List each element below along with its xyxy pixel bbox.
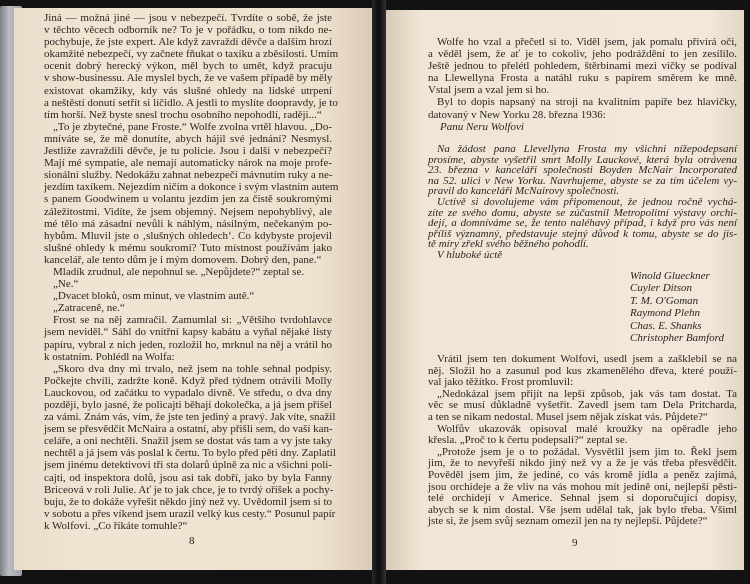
text-line: Wolfův ukazovák opisoval malé kroužky na opěradle jeho [437, 422, 737, 435]
text-line: abych se k nim dostal. Vše jsem udělal tak, jak bylo třeba. Všiml [428, 503, 737, 516]
text-line: „Zatraceně, ne.“ [53, 302, 125, 315]
text-line: a ten se nikam nedostal. Musel jsem nějak získat vás. Půjdete?“ [428, 410, 708, 423]
text-line: jsem jinému detektivovi tři sta dolarů úplně za nic a všichni poli- [44, 459, 332, 472]
text-line: něj. Složil ho a zasunul pod kus zkamenělého dřeva, které použí- [428, 364, 737, 377]
text-line: 23. března v kanceláři společnosti Boyden McNair Incorporated [428, 164, 737, 177]
text-line: jste si, že jsem svůj seznam omezil jen na ty nejlepší. Půjdete?“ [428, 515, 708, 528]
text-line: s panem Goodwinem u volantu jezdím jen za čistě soukromými [44, 193, 332, 206]
text-line: křesla. „Proč to k čertu podepsali?“ zeptal se. [428, 434, 628, 447]
text-line: telé orchidejí v Americe. Sehnal jsem si doporučující dopisy, [428, 492, 737, 505]
text-line: Počkejte chvíli, zadržte koně. Když před týdnem otrávili Molly [44, 374, 332, 387]
text-line: a neštěstí donutí setřít si líčidlo. A jestli to myslíte doopravdy, je to [44, 96, 338, 109]
text-line: jsem neviděl.“ Sáhl do vnitřní kapsy kabátu a vyňal nějaké listy [44, 326, 332, 339]
text-line: zíte ze svého domu, abyste se zúčastnil Metropolitní výstavy orchi- [428, 206, 737, 219]
text-line: „Nedokázal jsem přijít na lepší způsob, jak vás tam dostat. Ta [437, 387, 737, 400]
text-line: Vrátil jsem ten dokument Wolfovi, usedl jsem a zašklebil se na [437, 353, 737, 365]
text-line: jim, že to nevyřeší nikdo jiný než vy a že je vás třeba přesvědčit. [428, 457, 737, 470]
text-line: „Protože jsem je o to požádal. Vysvětlil jsem jim to. Řekl jsem [437, 445, 737, 458]
right-page-intro [428, 36, 737, 121]
text-line: na 52. ulici v New Yorku. Navrhujeme, abyste se za tím účelem vy- [428, 174, 737, 187]
left-page-text [44, 12, 339, 532]
text-line: na Llewellyna Frosta a natáhl ruku s papírem směrem ke mně. [428, 72, 737, 85]
text-line: Frost se na něj zamračil. Zamumlal si: „Většího tvrdohlavce [53, 314, 332, 327]
text-line: mníváte se, že mě donutíte, abych hájil své jednání? Nesmysl. [44, 132, 332, 145]
text-line: jezdím taxíkem. Nejezdím ničím a dokonce i svým vlastním autem [44, 181, 339, 194]
text-line: jsou orchideje a že vliv na vás mohou mít jedině oni, nejlepší pěsti- [428, 480, 737, 493]
text-line: tím horší. Než byste snesl trochu osobního nepohodlí, raději...“ [44, 108, 322, 121]
text-line: Ještě jednou to přelétl pohledem, štěrbinami mezi víčky se podíval [428, 60, 737, 73]
text-line: hybům. Mluvil jste o ‚slušných ohledech‘. Co kdybyste projevil [44, 229, 332, 242]
text-line: Mají mé sympatie, ale nemají automaticky nárok na moje profe- [44, 157, 332, 170]
text-line: za vámi. Znám vás, vím, že jste ten jediný a pravý. Jak víte, snažil [44, 411, 336, 424]
text-line: „Ne.“ [53, 278, 79, 291]
text-line: „Dvacet bloků, osm minut, ve vlastním autě.“ [53, 290, 255, 303]
text-line: Mladík zrudnul, ale nepohnul se. „Nepůjdete?“ zeptal se. [53, 265, 305, 278]
text-line: existovat okamžiky, kdy vás slušné ohledy na lidské utrpení [44, 84, 332, 97]
text-line: Jestliže zavraždili děvče, je tu policie. Jsou i další v nebezpečí? [44, 145, 332, 158]
text-line: V hluboké úctě [437, 248, 503, 261]
text-line: v těchto věcech odborník ne? To je v pořádku, o tom nikdo ne- [44, 24, 332, 37]
text-line: buju, že to dokáže vyřešit někdo jiný než vy. Uvědomil jsem si to [44, 495, 332, 508]
text-line: nechtěl a já jsem vás poslal k čertu. To bylo před pěti dny. Zaplatil [44, 447, 336, 460]
letter-body [428, 144, 737, 261]
signature-name: Cuyler Ditson [630, 282, 693, 295]
text-line: a věděl jsem, že ať je to cokoliv, jeho podráždění to jen zesílilo. [428, 48, 737, 61]
text-line: v sobotu a přes víkend jsem urazil velký kus cesty.“ Posunul papír [44, 507, 336, 520]
text-line: datovaný v New Yorku 28. března 1936: [428, 108, 606, 121]
text-line: Lauckovou, od začátku to vypadalo divně. Ve středu, o dva dny [44, 386, 332, 399]
text-line: cajti, od inspektora dolů, jsou asi tak dobří, jako by byla Fanny [44, 471, 332, 484]
text-line: Byl to dopis napsaný na stroji na kvalitním papíře bez hlavičky, [437, 96, 737, 109]
text-line: věc se musí důkladně vyšetřit. Zavedl jsem tam Dela Pritcharda, [428, 399, 737, 412]
text-line: Jiná — možná jiné — jsou v nebezpečí. Tvrdíte o sobě, že jste [44, 12, 332, 24]
text-line: pochybuje, že jste expert. Ale když zavraždí děvče a dalším hrozí [44, 36, 332, 49]
text-line: papíru, vybral z nich jeden, rozložil ho, mrknul na něj a vrátil ho [44, 338, 332, 351]
text-line: Vstal jsem a vzal jem si ho. [428, 84, 550, 97]
text-line: „To je zbytečné, pane Froste.“ Wolfe zvolna vrtěl hlavou. „Do- [53, 120, 332, 133]
text-line: Pověděl jsem jim, že jediné, co vás kromě jídla a peněz zajímá, [428, 468, 737, 481]
text-line: okamžité nebezpečí, vy začnete fňukat o taxíku a zběsilosti. Umím [44, 48, 339, 61]
letter-salutation: Panu Neru Wolfovi [440, 121, 524, 133]
page-number-right: 9 [572, 537, 578, 549]
text-line: tě míry zřekl svého běžného pohodlí. [428, 238, 589, 251]
text-line: pravil do kanceláři McNairovy společnosti. [428, 185, 620, 198]
text-line: k Wolfovi. „Co říkáte tomuhle?“ [44, 519, 188, 532]
text-line: v show-businessu. Ale myslel bych, že ve vašem případě by měly [44, 72, 333, 85]
text-line: příliš významný, představuje stejný důvod k tomu, abyste se do jis- [428, 227, 737, 240]
text-line: val jako těžítko. Frost promluvil: [428, 376, 574, 389]
text-line: později, bylo jasné, že policajti běhají dokolečka, a já jsem přišel [44, 399, 332, 411]
right-page-body [428, 354, 737, 528]
text-line: celáře, a oni nechtěli. Snažil jsem se dostat vás tam a vy jste taky [44, 435, 332, 448]
signature-name: Winold Glueckner [630, 270, 710, 282]
text-line: slušné ohledy k mému soukromí? Tuto místnost používám jako [44, 241, 332, 254]
letter-signatures [630, 270, 724, 344]
text-line: Uctivě si dovolujeme vám připomenout, že jednou ročně vychá- [437, 195, 737, 208]
text-line: Briceová v roli Julie. Ať je to jak chce, je to tvrdý oříšek a pochy- [44, 483, 334, 496]
text-line: dejí, a domníváme se, že tento naléhavý případ, i když pro vás není [428, 217, 737, 230]
text-line: Wolfe ho vzal a přečetl si to. Viděl jsem, jak pomalu přivírá oči, [437, 36, 737, 48]
text-line: jsem se přesvědčit McNaira a ostatní, aby přišli sem, do vaší kan- [44, 423, 333, 436]
text-line: kancelář, ale tento dům je i mým domovem. Dobrý den, pane.“ [44, 253, 322, 266]
signature-name: Christopher Bamford [630, 331, 725, 344]
text-line: prosíme, abyste vyšetřil smrt Molly Lauckové, která byla otrávena [428, 153, 737, 166]
signature-name: T. M. O'Goman [630, 294, 699, 307]
text-line: ocenit dobrý herecký výkon, měl bych to umět, když pracuju [44, 60, 332, 73]
text-line: záležitostmi. Vidíte, že jsem objemný. Nejsem nepohyblivý, ale [44, 205, 332, 218]
signature-name: Raymond Plehn [630, 307, 700, 320]
text-line: Na žádost pana Llevellyna Frosta my všichni nížepodepsaní [437, 143, 737, 155]
text-line: sionální služby. Nedokážu zahnat nebezpečí mávnutím ruky a ne- [44, 169, 333, 182]
text-line: mé tělo má zásadní nevůli k náhlým, násilným, nečekaným po- [44, 217, 332, 230]
signature-name: Chas. E. Shanks [630, 319, 702, 332]
book-spine [372, 0, 386, 584]
text-line: „Skoro dva dny mi trvalo, než jsem na tohle sehnal podpisy. [53, 362, 332, 375]
text-line: k ostatním. Pohlédl na Wolfa: [44, 350, 175, 363]
page-number-left: 8 [189, 535, 195, 547]
